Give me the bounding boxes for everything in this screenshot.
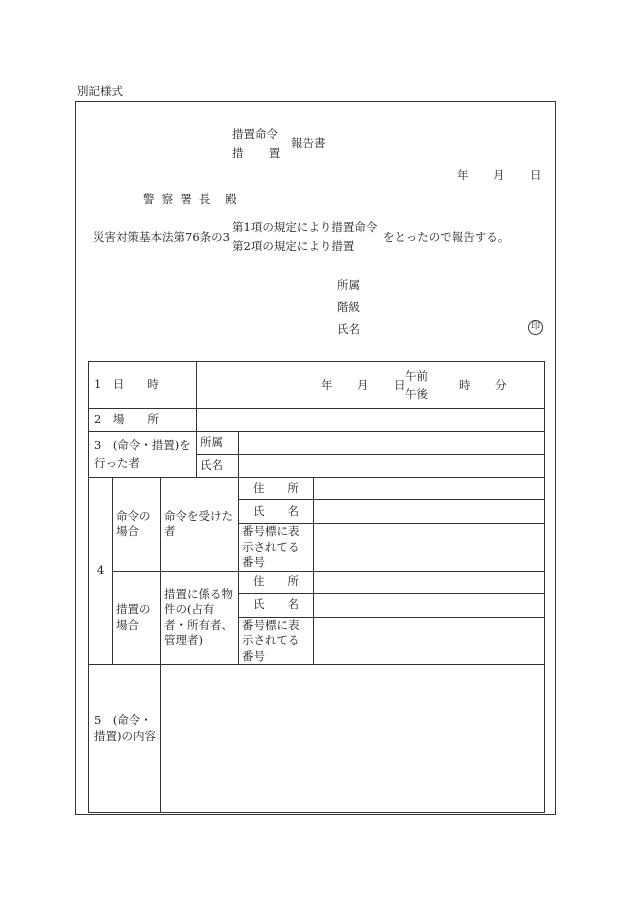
- row2-value: [197, 409, 545, 432]
- row1-month: 月: [357, 378, 369, 392]
- rank-label: 階級: [337, 300, 360, 314]
- order-case-label: 命令の場合: [113, 478, 161, 572]
- measure-object-label: 措置に係る物件の(占有者・所有者、管理者): [161, 571, 239, 665]
- row1-value: [197, 362, 545, 409]
- report-table: [88, 361, 545, 813]
- order-address-value: [314, 478, 545, 500]
- row4-number: 4: [89, 478, 113, 665]
- row4-order-address: [89, 478, 545, 500]
- measure-name-label: 氏 名: [239, 593, 314, 617]
- order-name-label: 氏 名: [239, 500, 314, 524]
- addressee: 警 察 署 長 殿: [143, 192, 239, 206]
- row1-minute: 分: [495, 378, 507, 392]
- date-year: 年: [457, 168, 469, 182]
- order-plate-value: [314, 524, 545, 572]
- row1-am: 午前: [405, 369, 428, 383]
- measure-address-label: 住 所: [239, 571, 314, 593]
- row-actor-affiliation: [89, 432, 545, 455]
- row1-hour: 時: [459, 378, 471, 392]
- row3-name-value: [239, 455, 545, 478]
- order-address-label: 住 所: [239, 478, 314, 500]
- row3-affiliation-label: 所属: [197, 432, 239, 455]
- row3-label: 3 (命令・措置)を行った者: [89, 432, 197, 478]
- measure-address-value: [314, 571, 545, 593]
- row3-affiliation-value: [239, 432, 545, 455]
- row5-label: 5 (命令・措置)の内容: [89, 665, 161, 813]
- order-recipient-label: 命令を受けた者: [161, 478, 239, 572]
- row1-label: 1 日 時: [89, 362, 197, 409]
- date-day: 日: [530, 168, 542, 182]
- row5-value: [161, 665, 545, 813]
- name-label: 氏名: [337, 322, 360, 336]
- title-choice-bottom: 措 置: [232, 146, 288, 160]
- measure-case-label: 措置の場合: [113, 571, 161, 665]
- affiliation-label: 所属: [337, 278, 360, 292]
- law-choice-bottom: 第2項の規定により措置: [232, 239, 355, 253]
- date-month: 月: [493, 168, 505, 182]
- row-content: [89, 665, 545, 813]
- seal-icon: 印: [528, 320, 543, 335]
- row1-pm: 午後: [405, 387, 428, 401]
- title-choice-top: 措置命令: [232, 127, 278, 141]
- law-choice-top: 第1項の規定により措置命令: [232, 220, 378, 234]
- title-suffix: 報告書: [291, 136, 326, 150]
- measure-plate-label: 番号標に表示されてる番号: [239, 617, 314, 665]
- row1-year: 年: [321, 378, 333, 392]
- row4-measure-address: [89, 571, 545, 593]
- row-datetime: [89, 362, 545, 409]
- row2-label: 2 場 所: [89, 409, 197, 432]
- measure-plate-value: [314, 617, 545, 665]
- row-place: [89, 409, 545, 432]
- order-plate-label: 番号標に表示されてる番号: [239, 524, 314, 572]
- form-label: 別記様式: [77, 84, 123, 98]
- measure-name-value: [314, 593, 545, 617]
- order-name-value: [314, 500, 545, 524]
- law-prefix: 災害対策基本法第76条の3: [93, 230, 230, 244]
- law-suffix: をとったので報告する。: [383, 230, 510, 244]
- row3-name-label: 氏名: [197, 455, 239, 478]
- row1-day: 日: [394, 378, 406, 392]
